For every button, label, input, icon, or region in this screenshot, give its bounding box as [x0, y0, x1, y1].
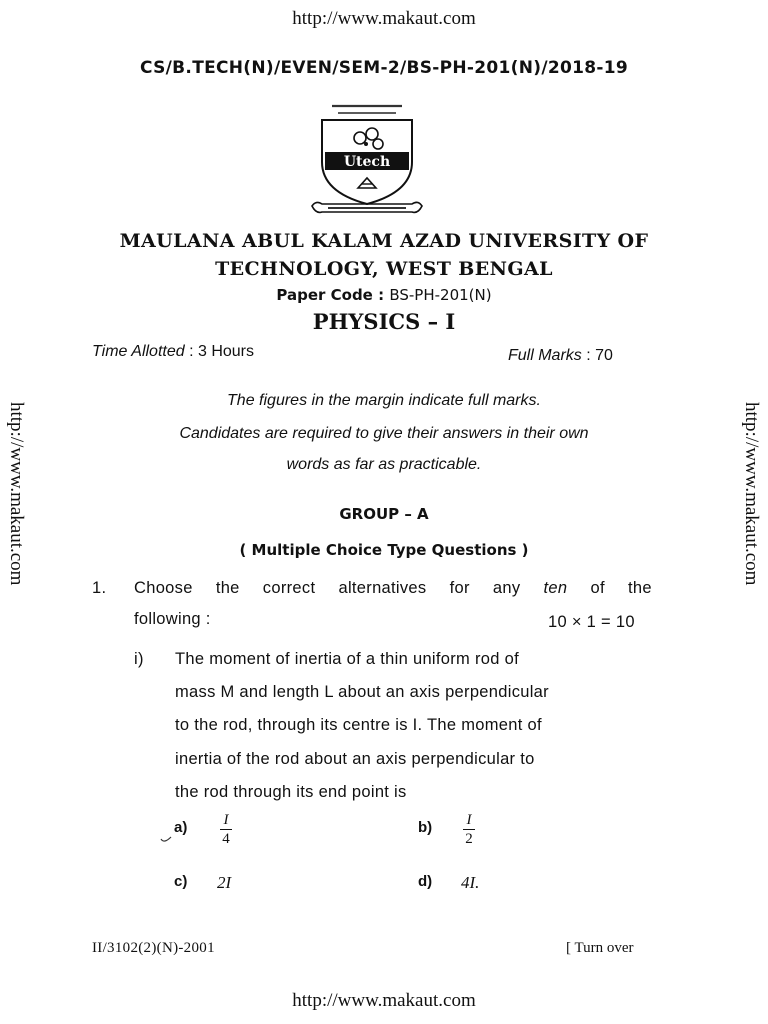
- option-b-denominator: 2: [465, 831, 473, 847]
- option-d-label: d): [418, 873, 433, 890]
- q-word-emphasis: ten: [543, 579, 568, 597]
- instruction-line2: Candidates are required to give their answers in their own: [179, 425, 589, 442]
- option-b-numerator: I: [466, 812, 472, 828]
- option-a-numerator: I: [223, 812, 229, 828]
- option-d-value: 4I.: [461, 873, 480, 892]
- svg-text:Utech: Utech: [343, 154, 391, 170]
- option-b-label: b): [418, 819, 433, 836]
- subquestion-line: mass M and length L about an axis perpendicular: [175, 683, 549, 701]
- right-url-watermark: http://www.makaut.com: [741, 402, 762, 586]
- option-b-fraction: [463, 812, 475, 847]
- q-word: of: [590, 579, 605, 597]
- fraction-bar: [220, 829, 232, 830]
- exam-code-header: CS/B.TECH(N)/EVEN/SEM-2/BS-PH-201(N)/2018-19: [140, 58, 628, 78]
- fraction-bar: [463, 829, 475, 830]
- option-c-value: 2I: [217, 873, 232, 892]
- question-marks: 10 × 1 = 10: [548, 613, 635, 631]
- university-name-line2: TECHNOLOGY, WEST BENGAL: [215, 258, 553, 280]
- university-name-line1: MAULANA ABUL KALAM AZAD UNIVERSITY OF: [119, 230, 649, 252]
- question-line2: following :: [134, 610, 211, 628]
- marks-label: Full Marks: [508, 347, 582, 364]
- q-word: for: [449, 579, 470, 597]
- time-label: Time Allotted: [92, 343, 185, 360]
- option-a-label: a): [174, 819, 188, 836]
- subquestion-line: to the rod, through its centre is I. The moment of: [175, 716, 542, 734]
- q-word: the: [628, 579, 652, 597]
- question-number: 1.: [92, 579, 107, 597]
- option-a-fraction: [220, 812, 232, 847]
- time-allotted: [92, 343, 254, 361]
- subquestion-line: inertia of the rod about an axis perpendicular to: [175, 750, 535, 768]
- bottom-url-watermark: http://www.makaut.com: [292, 990, 476, 1011]
- left-url-watermark: http://www.makaut.com: [6, 402, 27, 586]
- top-url-watermark: http://www.makaut.com: [292, 8, 476, 29]
- group-subtitle: ( Multiple Choice Type Questions ): [239, 541, 529, 559]
- paper-code-value: BS-PH-201(N): [389, 286, 492, 304]
- subquestion-line: The moment of inertia of a thin uniform rod of: [175, 650, 519, 668]
- university-logo: [302, 100, 432, 222]
- q-word: any: [492, 579, 521, 597]
- group-title: GROUP – A: [339, 505, 429, 523]
- option-c-label: c): [174, 873, 188, 890]
- paper-code-label: Paper Code :: [276, 286, 385, 304]
- tick-mark-icon: [160, 836, 172, 844]
- footer-code: II/3102(2)(N)-2001: [92, 940, 215, 956]
- question-line1: [134, 579, 652, 598]
- paper-code: [0, 286, 768, 304]
- subquestion-label: i): [134, 650, 144, 668]
- turn-over-note: [ Turn over: [566, 940, 634, 956]
- time-value: : 3 Hours: [189, 343, 255, 360]
- instruction-line3: words as far as practicable.: [286, 456, 482, 473]
- subquestion-line: the rod through its end point is: [175, 783, 407, 801]
- logo-emblem-icon: [302, 100, 432, 222]
- q-word: alternatives: [338, 579, 427, 597]
- q-word: Choose: [134, 579, 193, 597]
- q-word: the: [215, 579, 240, 597]
- full-marks: [508, 347, 613, 365]
- option-a-denominator: 4: [222, 831, 230, 847]
- subject-title: PHYSICS – I: [312, 309, 456, 334]
- q-word: correct: [262, 579, 316, 597]
- marks-value: : 70: [586, 347, 613, 364]
- instruction-line1: The figures in the margin indicate full marks.: [227, 392, 541, 409]
